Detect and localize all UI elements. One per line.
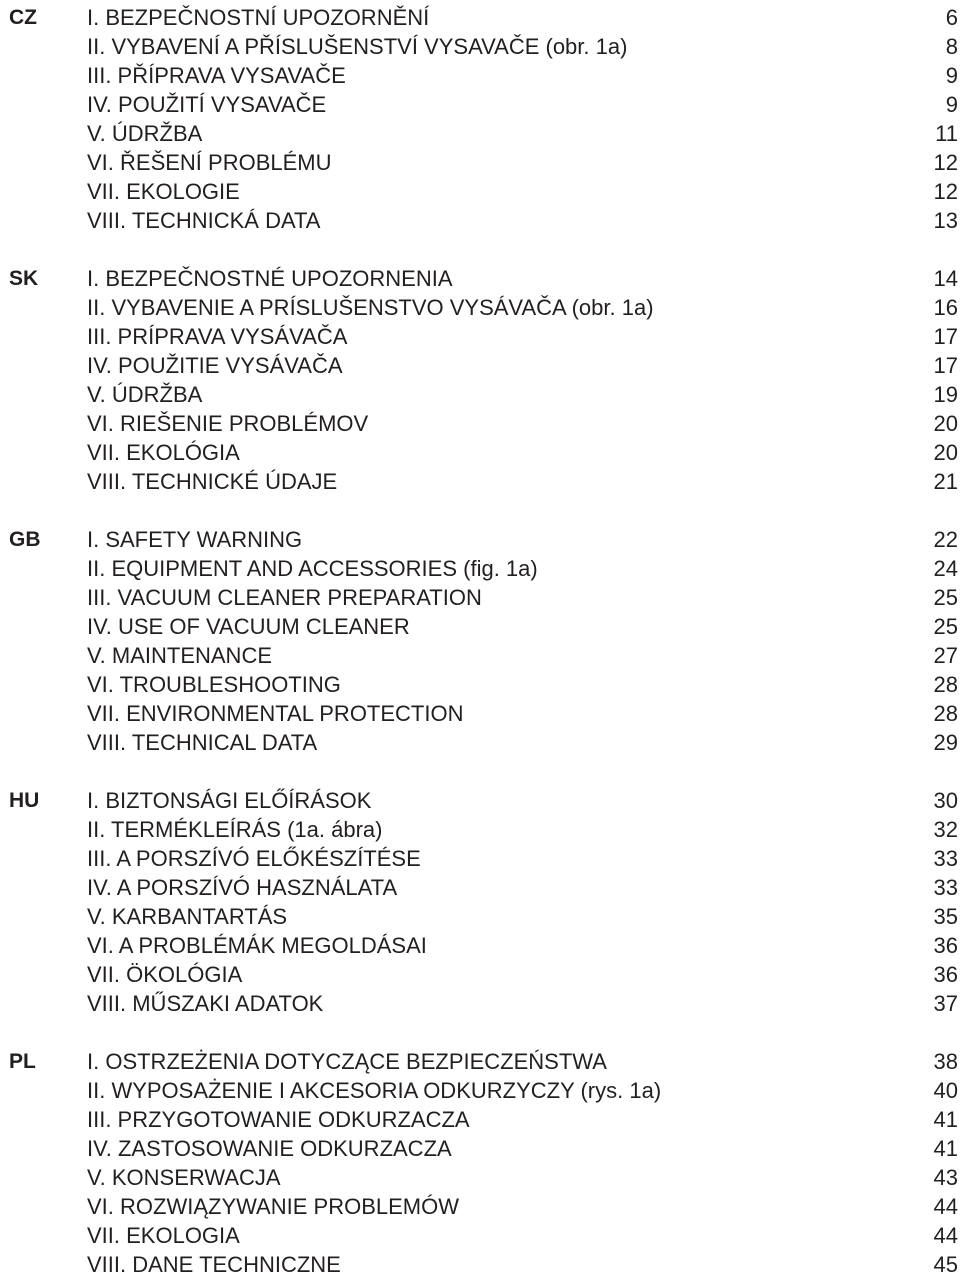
toc-entry-page: 36 — [933, 962, 958, 987]
toc-entry-title: III. A PORSZÍVÓ ELŐKÉSZÍTÉSE — [87, 846, 421, 871]
toc-entry[interactable] — [0, 1047, 960, 1076]
toc-entry[interactable] — [0, 1134, 960, 1163]
toc-entry-title: VI. ŘEŠENÍ PROBLÉMU — [87, 150, 332, 175]
toc-entry-title: V. ÚDRŽBA — [87, 382, 203, 407]
toc-entry[interactable] — [0, 409, 960, 438]
toc-entry[interactable] — [0, 467, 960, 496]
toc-entry-title: I. BEZPEČNOSTNÉ UPOZORNENIA — [87, 266, 453, 291]
toc-entry-title: IV. ZASTOSOWANIE ODKURZACZA — [87, 1136, 452, 1161]
toc-entry[interactable] — [0, 728, 960, 757]
toc-entry[interactable] — [0, 554, 960, 583]
language-code: PL — [9, 1050, 36, 1073]
toc-entry[interactable] — [0, 873, 960, 902]
toc-entry[interactable] — [0, 264, 960, 293]
toc-entry-page: 19 — [933, 382, 958, 407]
toc-entry[interactable] — [0, 351, 960, 380]
toc-entry-title: V. ÚDRŽBA — [87, 121, 203, 146]
toc-entry-page: 20 — [933, 440, 958, 465]
toc-entry-page: 38 — [933, 1049, 958, 1074]
toc-entry-title: I. BIZTONSÁGI ELŐÍRÁSOK — [87, 788, 372, 813]
toc-entry-page: 11 — [935, 121, 958, 146]
toc-entry[interactable] — [0, 815, 960, 844]
toc-entries — [0, 264, 960, 496]
toc-entry-title: V. MAINTENANCE — [87, 643, 273, 668]
toc-entry-page: 37 — [933, 991, 958, 1016]
toc-entry-title: II. EQUIPMENT AND ACCESSORIES (fig. 1a) — [87, 556, 538, 581]
toc-entry-title: VII. ÖKOLÓGIA — [87, 962, 243, 987]
toc-entry-title: V. KONSERWACJA — [87, 1165, 281, 1190]
toc-entry-page: 33 — [933, 875, 958, 900]
toc-entry-title: I. OSTRZEŻENIA DOTYCZĄCE BEZPIECZEŃSTWA — [87, 1049, 607, 1074]
toc-entry-page: 8 — [945, 34, 958, 59]
toc-entry[interactable] — [0, 3, 960, 32]
toc-entry-page: 35 — [933, 904, 958, 929]
toc-entry-title: VI. A PROBLÉMÁK MEGOLDÁSAI — [87, 933, 427, 958]
toc-entry-page: 12 — [933, 179, 958, 204]
toc-entry-title: VI. ROZWIĄZYWANIE PROBLEMÓW — [87, 1194, 459, 1219]
toc-entry-page: 12 — [933, 150, 958, 175]
toc-entry-page: 17 — [933, 324, 958, 349]
toc-entry-page: 20 — [933, 411, 958, 436]
toc-entry-page: 14 — [933, 266, 958, 291]
toc-entry[interactable] — [0, 989, 960, 1018]
toc-entry-title: III. PŘÍPRAVA VYSAVAČE — [87, 63, 346, 88]
toc-entry[interactable] — [0, 844, 960, 873]
toc-entry-page: 29 — [933, 730, 958, 755]
toc-entry-page: 25 — [933, 614, 958, 639]
toc-entry[interactable] — [0, 206, 960, 235]
toc-entry-page: 9 — [945, 92, 958, 117]
toc-entries — [0, 786, 960, 1018]
toc-entry-page: 41 — [933, 1107, 958, 1132]
toc-entry-title: VII. EKOLÓGIA — [87, 440, 240, 465]
toc-entry-page: 45 — [933, 1252, 958, 1277]
toc-entry-title: VIII. TECHNICKÉ ÚDAJE — [87, 469, 338, 494]
language-code: CZ — [9, 6, 37, 29]
toc-entry-page: 6 — [945, 5, 958, 30]
toc-entry-title: VI. TROUBLESHOOTING — [87, 672, 341, 697]
toc-entry-page: 9 — [945, 63, 958, 88]
toc-entry-page: 21 — [933, 469, 958, 494]
toc-entry-page: 41 — [933, 1136, 958, 1161]
toc-entries — [0, 525, 960, 757]
toc-entry[interactable] — [0, 1221, 960, 1250]
language-code: HU — [9, 789, 40, 812]
toc-entry[interactable] — [0, 1163, 960, 1192]
toc-entries — [0, 3, 960, 235]
toc-entries — [0, 1047, 960, 1279]
toc-entry-page: 44 — [933, 1223, 958, 1248]
toc-entry-page: 24 — [933, 556, 958, 581]
toc-entry-title: VIII. MŰSZAKI ADATOK — [87, 991, 324, 1016]
toc-entry-title: IV. A PORSZÍVÓ HASZNÁLATA — [87, 875, 398, 900]
toc-entry-page: 33 — [933, 846, 958, 871]
toc-entry[interactable] — [0, 32, 960, 61]
toc-entry-title: II. TERMÉKLEÍRÁS (1a. ábra) — [87, 817, 383, 842]
toc-entry-page: 44 — [933, 1194, 958, 1219]
toc-entry[interactable] — [0, 293, 960, 322]
toc-entry-page: 25 — [933, 585, 958, 610]
toc-entry-page: 13 — [933, 208, 958, 233]
toc-entry[interactable] — [0, 902, 960, 931]
toc-entry[interactable] — [0, 1105, 960, 1134]
toc-entry-page: 22 — [933, 527, 958, 552]
toc-entry-page: 30 — [933, 788, 958, 813]
toc-entry-title: VIII. TECHNICKÁ DATA — [87, 208, 321, 233]
toc-entry[interactable] — [0, 670, 960, 699]
toc-section-hu — [0, 786, 960, 1018]
toc-entry[interactable] — [0, 583, 960, 612]
toc-entry-title: IV. POUŽITÍ VYSAVAČE — [87, 92, 327, 117]
toc-entry-page: 28 — [933, 672, 958, 697]
table-of-contents — [0, 3, 960, 1279]
toc-entry[interactable] — [0, 1250, 960, 1279]
toc-entry[interactable] — [0, 931, 960, 960]
toc-entry-title: II. VYBAVENÍ A PŘÍSLUŠENSTVÍ VYSAVAČE (obr. 1a) — [87, 34, 628, 59]
toc-entry[interactable] — [0, 1192, 960, 1221]
toc-entry-page: 16 — [933, 295, 958, 320]
toc-entry-title: VII. EKOLOGIA — [87, 1223, 240, 1248]
toc-entry[interactable] — [0, 148, 960, 177]
toc-entry-title: VIII. DANE TECHNICZNE — [87, 1252, 341, 1277]
toc-entry-page: 32 — [933, 817, 958, 842]
toc-entry-page: 28 — [933, 701, 958, 726]
toc-entry-title: VII. ENVIRONMENTAL PROTECTION — [87, 701, 464, 726]
language-code: SK — [9, 267, 39, 290]
toc-entry-page: 43 — [933, 1165, 958, 1190]
toc-entry-page: 36 — [933, 933, 958, 958]
toc-entry[interactable] — [0, 612, 960, 641]
toc-entry-title: VIII. TECHNICAL DATA — [87, 730, 318, 755]
toc-entry-title: I. BEZPEČNOSTNÍ UPOZORNĚNÍ — [87, 5, 430, 30]
toc-entry-title: I. SAFETY WARNING — [87, 527, 303, 552]
toc-entry[interactable] — [0, 380, 960, 409]
toc-section-cz — [0, 3, 960, 235]
toc-entry[interactable] — [0, 119, 960, 148]
toc-entry-title: III. VACUUM CLEANER PREPARATION — [87, 585, 482, 610]
toc-entry[interactable] — [0, 61, 960, 90]
toc-entry[interactable] — [0, 641, 960, 670]
toc-entry-title: II. WYPOSAŻENIE I AKCESORIA ODKURZYCZY (rys. 1a) — [87, 1078, 662, 1103]
toc-entry-title: IV. POUŽITIE VYSÁVAČA — [87, 353, 343, 378]
language-code: GB — [9, 528, 41, 551]
toc-section-pl — [0, 1047, 960, 1279]
toc-entry-page: 27 — [933, 643, 958, 668]
toc-entry[interactable] — [0, 960, 960, 989]
toc-entry[interactable] — [0, 438, 960, 467]
toc-entry-page: 17 — [933, 353, 958, 378]
toc-entry[interactable] — [0, 90, 960, 119]
toc-entry-title: V. KARBANTARTÁS — [87, 904, 288, 929]
toc-entry-title: IV. USE OF VACUUM CLEANER — [87, 614, 410, 639]
toc-entry[interactable] — [0, 525, 960, 554]
toc-entry-page: 40 — [933, 1078, 958, 1103]
toc-entry[interactable] — [0, 1076, 960, 1105]
toc-entry[interactable] — [0, 786, 960, 815]
toc-entry-title: VI. RIEŠENIE PROBLÉMOV — [87, 411, 369, 436]
toc-entry-title: VII. EKOLOGIE — [87, 179, 240, 204]
toc-section-gb — [0, 525, 960, 757]
toc-section-sk — [0, 264, 960, 496]
toc-entry[interactable] — [0, 699, 960, 728]
toc-entry-title: III. PRZYGOTOWANIE ODKURZACZA — [87, 1107, 470, 1132]
toc-entry-title: III. PRÍPRAVA VYSÁVAČA — [87, 324, 348, 349]
toc-entry[interactable] — [0, 322, 960, 351]
toc-entry-title: II. VYBAVENIE A PRÍSLUŠENSTVO VYSÁVAČA (obr. 1a) — [87, 295, 654, 320]
toc-entry[interactable] — [0, 177, 960, 206]
